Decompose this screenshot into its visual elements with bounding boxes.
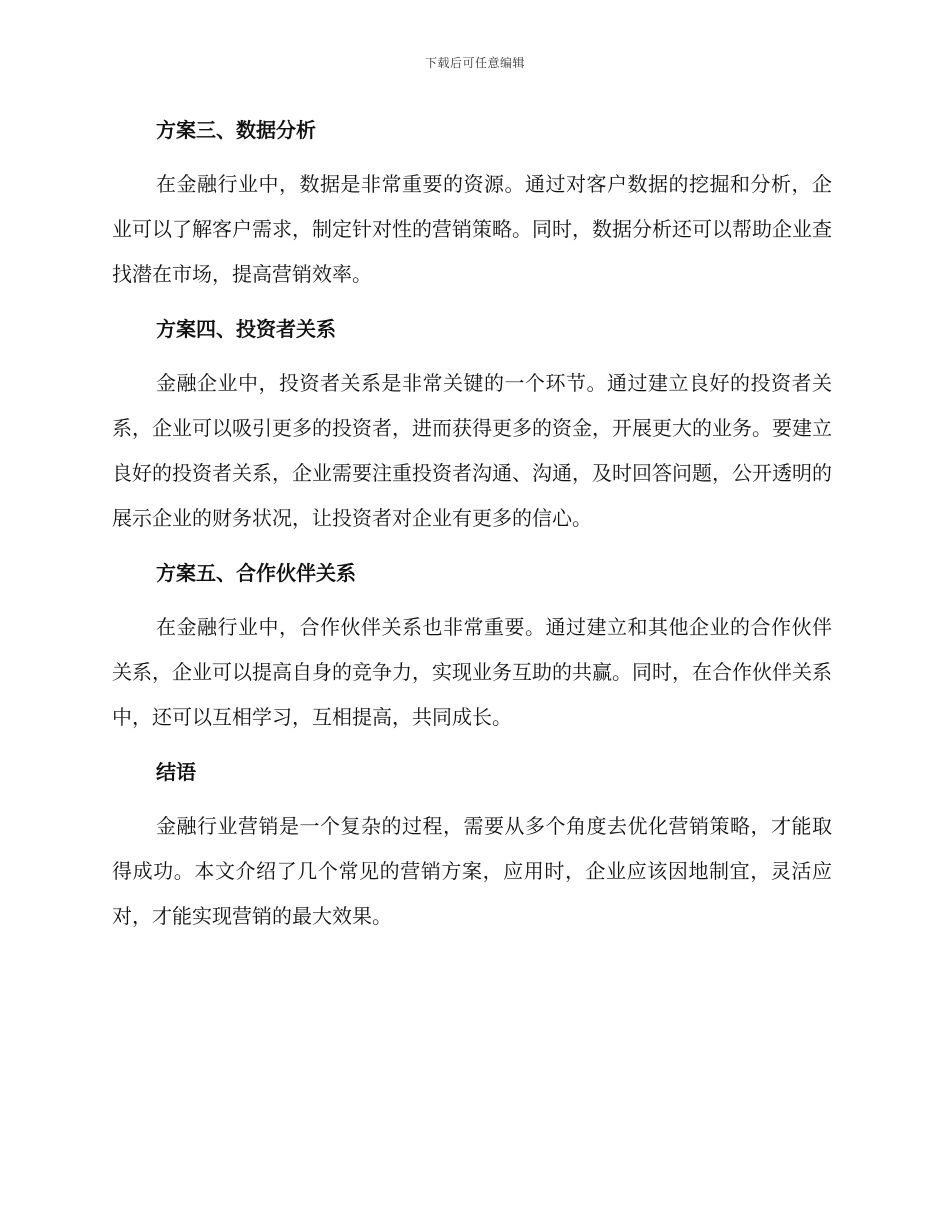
section-heading: 方案四、投资者关系 bbox=[156, 317, 336, 341]
section-investor-relations bbox=[112, 311, 832, 541]
section-paragraph: 在金融行业中，合作伙伴关系也非常重要。通过建立和其他企业的合作伙伴关系，企业可以提高自身的竞争力，实现业务互助的共赢。同时，在合作伙伴关系中，还可以互相学习，互相提高，共同成长。 bbox=[112, 615, 832, 729]
header-note: 下载后可任意编辑 bbox=[424, 56, 525, 70]
section-partnership bbox=[112, 555, 832, 740]
section-paragraph: 金融行业营销是一个复杂的过程，需要从多个角度去优化营销策略，才能取得成功。本文介绍了几个常见的营销方案，应用时，企业应该因地制宜，灵活应对，才能实现营销的最大效果。 bbox=[112, 814, 832, 928]
section-data-analysis bbox=[112, 112, 832, 297]
section-heading: 方案三、数据分析 bbox=[156, 118, 316, 142]
section-paragraph: 在金融行业中，数据是非常重要的资源。通过对客户数据的挖掘和分析，企业可以了解客户需求，制定针对性的营销策略。同时，数据分析还可以帮助企业查找潜在市场，提高营销效率。 bbox=[112, 172, 832, 286]
section-conclusion bbox=[112, 754, 832, 939]
section-paragraph: 金融企业中，投资者关系是非常关键的一个环节。通过建立良好的投资者关系，企业可以吸引更多的投资者，进而获得更多的资金，开展更大的业务。要建立良好的投资者关系，企业需要注重投资者沟通、沟通，及时回答问题，公开透明的展示企业的财务状况，让投资者对企业有更多的信心。 bbox=[112, 371, 832, 530]
section-heading: 结语 bbox=[156, 760, 196, 784]
document-body bbox=[112, 112, 832, 953]
section-heading: 方案五、合作伙伴关系 bbox=[156, 561, 356, 585]
